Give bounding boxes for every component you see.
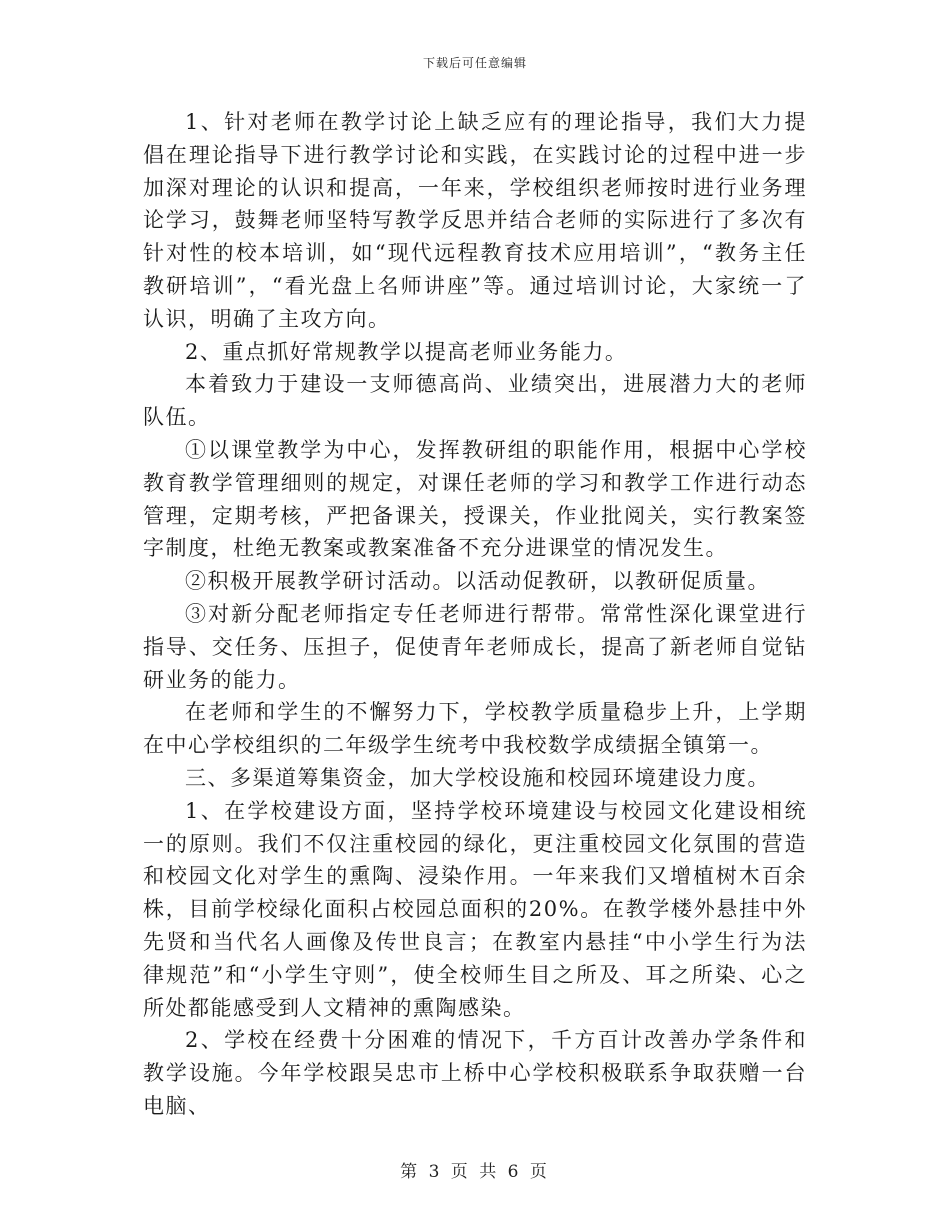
paragraph-10: 2、学校在经费十分困难的情况下，千方百计改善办学条件和教学设施。今年学校跟吴忠市上桥中心学校积极联系争取获赠一台电脑、: [143, 1028, 807, 1118]
paragraph-9: 1、在学校建设方面，坚持学校环境建设与校园文化建设相统一的原则。我们不仅注重校园的绿化，更注重校园文化氛围的营造和校园文化对学生的熏陶、浸染作用。一年来我们又增植树木百余株，目前学校绿化面积占校园总面积的20%。在教学楼外悬挂中外先贤和当代名人画像及传世良言；在教室内悬挂“中小学生行为法律规范”和“小学生守则”，使全校师生目之所及、耳之所染、心之所处都能感受到人文精神的熏陶感染。: [143, 798, 807, 1020]
paragraph-1: 1、针对老师在教学讨论上缺乏应有的理论指导，我们大力提倡在理论指导下进行教学讨论和实践，在实践讨论的过程中进一步加深对理论的认识和提高，一年来，学校组织老师按时进行业务理论学习，鼓舞老师坚特写教学反思并结合老师的实际进行了多次有针对性的校本培训，如“现代远程教育技术应用培训”，“教务主任教研培训”，“看光盘上名师讲座”等。通过培训讨论，大家统一了认识，明确了主攻方向。: [143, 110, 807, 331]
paragraph-7: 在老师和学生的不懈努力下，学校教学质量稳步上升，上学期在中心学校组织的二年级学生统考中我校数学成绩据全镇第一。: [143, 700, 807, 758]
page-footer: 第 3 页 共 6 页: [400, 1162, 550, 1182]
paragraph-3: 本着致力于建设一支师德高尚、业绩突出，进展潜力大的老师队伍。: [143, 372, 807, 430]
section-heading: 三、多渠道筹集资金，加大学校设施和校园环境建设力度。: [185, 765, 770, 790]
paragraph-6: ③对新分配老师指定专任老师进行帮带。常常性深化课堂进行指导、交任务、压担子，促使青年老师成长，提高了新老师自觉钻研业务的能力。: [143, 601, 807, 692]
paragraph-5: ②积极开展教学研讨活动。以活动促教研，以教研促质量。: [185, 569, 770, 594]
paragraph-4: ①以课堂教学为中心，发挥教研组的职能作用，根据中心学校教育教学管理细则的规定，对课任老师的学习和教学工作进行动态管理，定期考核，严把备课关，授课关，作业批阅关，实行教案签字制度，杜绝无教案或教案准备不充分进课堂的情况发生。: [143, 437, 807, 561]
paragraph-2: 2、重点抓好常规教学以提高老师业务能力。: [185, 339, 628, 364]
page-header: 下载后可任意编辑: [422, 56, 527, 70]
document-body: [143, 106, 807, 1123]
